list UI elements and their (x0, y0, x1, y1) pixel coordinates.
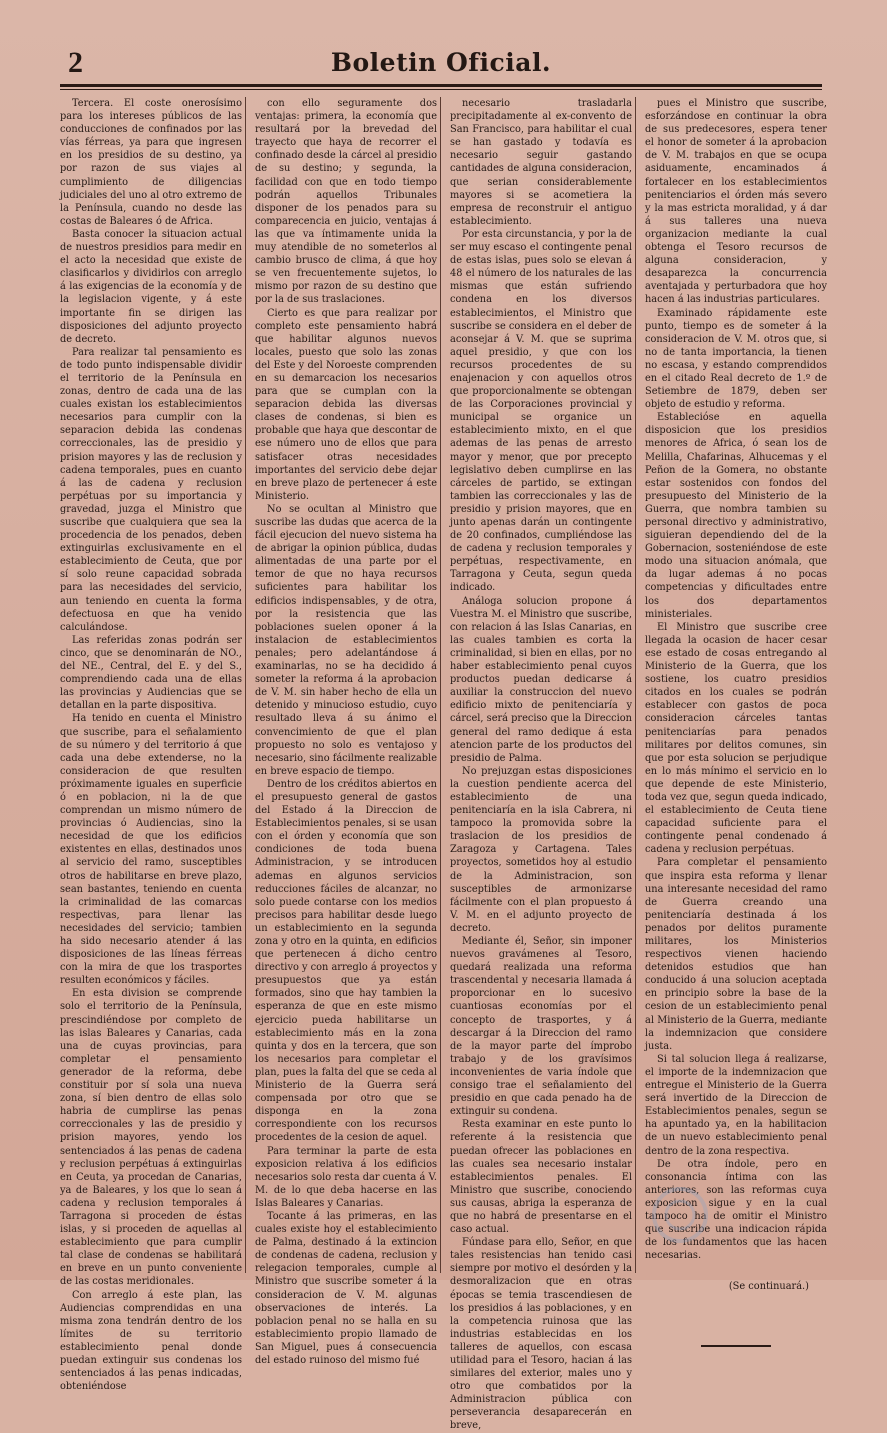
paragraph: No se ocultan al Ministro que suscribe las dudas que acerca de la fácil ejecucion del nuevo sistema ha de abrigar la opinion pública, dudas alimentadas de una parte por el temor de que no haya recursos suficientes para habilitar los edificios indispensables, y de otra, por la resistencia que las poblaciones suelen oponer á la instalacion de establecimientos penales; pero adelantándose á examinarlas, no se ha decidido á someter la reforma á la aprobacion de V. M. sin haber hecho de ella un detenido y minucioso estudio, cuyo resultado lleva á su ánimo el convencimiento de que el plan propuesto no solo es ventajoso y necesario, sino fácilmente realizable en breve espacio de tiempo. (255, 503, 437, 777)
paragraph: Dentro de los créditos abiertos en el presupuesto general de gastos del Estado á la Direccion de Establecimientos penales, si se usan con el órden y economía que son condiciones de toda buena Administracion, y se introducen ademas en algunos servicios reducciones fáciles de alcanzar, no solo puede contarse con los medios precisos para habilitar desde luego un establecimiento en la segunda zona y otro en la quinta, en edificios que pertenecen á dicho centro directivo y con arreglo á proyectos y presupuestos que ya están formados, sino que hay tambien la esperanza de que en este mismo ejercicio pueda habilitarse un establecimiento más en la zona quinta y dos en la tercera, que son los necesarios para completar el plan, pues la falta del que se ceda al Ministerio de la Guerra será compensada por otro que se disponga en la zona correspondiente con los recursos procedentes de la cesion de aquel. (255, 778, 438, 1144)
continuation-note: (Se continuará.) (728, 1281, 809, 1293)
page-number: 2 (68, 46, 83, 79)
paragraph: Para completar el pensamiento que inspira esta reforma y llenar una interesante necesidad del ramo de Guerra creando una penitenciaría destinada á los penados por delitos puramente militares, los Ministerios respectivos vienen haciendo detenidos estudios que han conducido á una solucion aceptada en principio sobre la base de la cesion de un establecimiento penal al Ministerio de la Guerra, mediante la indemnizacion que considere justa. (645, 857, 827, 1052)
paragraph: Examinado rápidamente este punto, tiempo es de someter á la consideracion de V. M. otros que, si no de tanta importancia, la tienen no escasa, y estando comprendidos en el citado Real decreto de 1.º de Setiembre de 1879, deben ser objeto de estudio y reforma. (645, 307, 827, 411)
paragraph: Tercera. El coste onerosísimo para los intereses públicos de las conducciones de confinados por las vías férreas, ya para que ingresen en los presidios de su destino, ya por razon de sus viajes al cumplimiento de diligencias judiciales del uno al otro extremo de la Península, cuando no desde las costas de Baleares ó de Africa. (60, 98, 242, 227)
column-4 (645, 97, 830, 1293)
publication-title: Boletin Oficial. (330, 48, 552, 77)
paragraph: Las referidas zonas podrán ser cinco, que se denominarán de NO., del NE., Central, del E. y del S., comprendiendo cada una de ellas las provincias y Audiencias que se detallan en la parte dispositiva. (60, 634, 242, 712)
column-3 (450, 97, 636, 1432)
paragraph: Cierto es que para realizar por completo este pensamiento habrá que habilitar algunos nuevos locales, puesto que solo las zonas del Este y del Noroeste comprenden en su demarcacion los necesarios para que se cumplan con la separacion debida las diversas clases de condenas, si bien es probable que haya que descontar de ese número uno de ellos que para satisfacer otras necesidades importantes del servicio debe dejar en breve plazo de pertenecer á este Ministerio. (255, 307, 437, 502)
paragraph: necesario trasladarla precipitadamente al ex-convento de San Francisco, para habilitar el cual se han gastado y todavía es necesario seguir gastando cantidades de alguna consideracion, que serian considerablemente mayores si se acometiera la empresa de reconstruir el antiguo establecimiento. (450, 98, 632, 227)
paragraph: No prejuzgan estas disposiciones la cuestion pendiente acerca del establecimiento de una penitenciaría en la isla Cabrera, ni tampoco la promovida sobre la traslacion de los presidios de Zaragoza y Cartagena. Tales proyectos, sometidos hoy al estudio de la Administracion, son susceptibles de armonizarse fácilmente con el plan propuesto á V. M. en el adjunto proyecto de decreto. (450, 765, 632, 934)
column-2 (255, 97, 441, 1366)
paragraph: Resta examinar en este punto lo referente á la resistencia que puedan ofrecer las poblaciones en las cuales sea necesario instalar establecimientos penales. El Ministro que suscribe, conociendo sus causas, abriga la esperanza de que no habrá de presentarse en el caso actual. (450, 1119, 632, 1236)
paragraph: Con arreglo á este plan, las Audiencias comprendidas en una misma zona tendrán dentro de los límites de su territorio establecimiento penal donde puedan extinguir sus condenas los sentenciados á las penas indicadas, obteniéndose (60, 1289, 242, 1393)
paragraph: En esta division se comprende solo el territorio de la Península, prescindiéndose por completo de las islas Baleares y Canarias, cada una de cuyas provincias, para completar el pensamiento generador de la reforma, debe constituir por sí sola una nueva zona, sí bien dentro de ellas solo habria de cumplirse las penas correccionales y las de presidio y prision mayores, yendo los sentenciados á las penas de cadena y reclusion perpétuas á extinguirlas en Ceuta, ya procedan de Canarias, ya de Baleares, y los que lo sean á cadena y reclusion temporales á Tarragona si proceden de éstas islas, y si proceden de aquellas al establecimiento que para cumplir tal clase de condenas se habilitará en breve en un punto conveniente de las costas meridionales. (60, 988, 242, 1288)
paragraph: Tocante á las primeras, en las cuales existe hoy el establecimiento de Palma, destinado á la extincion de condenas de cadena, reclusion y relegacion temporales, cumple al Ministro que suscribe someter á la consideracion de V. M. algunas observaciones de interés. La poblacion penal no se halla en su establecimiento propio llamado de San Miguel, pues á consecuencia del estado ruinoso del mismo fué (255, 1210, 437, 1366)
paragraph: Mediante él, Señor, sin imponer nuevos gravámenes al Tesoro, quedará realizada una reforma trascendental y necesaria llamada á proporcionar en lo sucesivo cuantiosas economías por el concepto de trasportes, y á descargar á la Direccion del ramo de la mayor parte del ímprobo trabajo y de los gravísimos inconvenientes de varia índole que consigo trae el señalamiento del presidio en que cada penado ha de extinguir su condena. (450, 936, 632, 1118)
archive-watermark-logo (640, 1180, 860, 1250)
paragraph: Ha tenido en cuenta el Ministro que suscribe, para el señalamiento de su número y del territorio á que cada una debe extenderse, no la consideracion de que resulten próximamente iguales en superficie ó en poblacion, ni la de que comprendan un mismo número de provincias ó Audiencias, sino la necesidad de que los edificios existentes en ellas, destinados unos al servicio del ramo, susceptibles otros de habilitarse en breve plazo, sean bastantes, teniendo en cuenta la criminalidad de las comarcas respectivas, para llenar las necesidades del servicio; tambien ha sido necesario atender á las disposiciones de las líneas férreas con la mira de que los trasportes resulten económicos y fáciles. (60, 713, 242, 987)
paragraph: El Ministro que suscribe cree llegada la ocasion de hacer cesar ese estado de cosas entregando al Ministerio de la Guerra, que los sostiene, los cuatro presidios citados en los cuales se podrán establecer con gastos de poca consideracion cárceles tantas penitenciarías para penados militares por delitos comunes, sin que por esta solucion se perjudique en lo más mínimo el servicio en lo que depende de este Ministerio, toda vez que, segun queda indicado, el establecimiento de Ceuta tiene capacidad suficiente para el contingente penal condenado á cadena y reclusion perpétuas. (645, 621, 827, 856)
column-1 (60, 97, 246, 1393)
page-header (60, 42, 822, 88)
paragraph: Si tal solucion llega á realizarse, el importe de la indemnizacion que entregue el Ministerio de la Guerra será invertido de la Direccion de Establecimientos penales, segun se ha apuntado ya, en la habilitacion de un nuevo establecimiento penal dentro de la zona respectiva. (645, 1053, 827, 1157)
paragraph: Basta conocer la situacion actual de nuestros presidios para medir en el acto la necesidad que existe de clasificarlos y dividirlos con arreglo á las exigencias de la economía y de la legislacion vigente, y á este importante fin se dirigen las disposiciones del adjunto proyecto de decreto. (60, 228, 242, 345)
header-rule-thick (60, 84, 822, 87)
paragraph: Para terminar la parte de esta exposicion relativa á los edificios necesarios solo resta dar cuenta á V. M. de lo que deba hacerse en las Islas Baleares y Canarias. (255, 1145, 437, 1209)
paragraph: Por esta circunstancia, y por la de ser muy escaso el contingente penal de estas islas, pues solo se elevan á 48 el número de los naturales de las mismas que están sufriendo condena en los diversos establecimientos, el Ministro que suscribe se considera en el deber de aconsejar á V. M. que se suprima aquel presidio, y que con los recursos procedentes de su enajenacion y con aquellos otros que proporcionalmente se obtengan de las Corporaciones provincial y municipal se organice un establecimiento mixto, en el que ademas de las penas de arresto mayor y menor, que por precepto legislativo deben cumplirse en las cárceles de partido, se extingan tambien las correccionales y las de presidio y prision mayores, que en junto apenas darán un contingente de 20 confinados, cumpliéndose las de cadena y reclusion temporales y perpétuas, respectivamente, en Tarragona y Ceuta, segun queda indicado. (450, 228, 632, 594)
paragraph: Análoga solucion propone á Vuestra M. el Ministro que suscribe, con relacion á las Islas Canarias, en las cuales tambien es corta la criminalidad, si bien en ellas, por no haber establecimiento penal cuyos productos puedan dedicarse á auxiliar la construccion del nuevo edificio mixto de penitenciaría y cárcel, será preciso que la Direccion general del ramo dedique á esta atencion parte de los productos del presidio de Palma. (450, 595, 632, 764)
paragraph: pues el Ministro que suscribe, esforzándose en continuar la obra de sus predecesores, espera tener el honor de someter á la aprobacion de V. M. trabajos en que se ocupa asiduamente, encaminados á fortalecer en los establecimientos penitenciarios el órden más severo y la mas estricta moralidad, y á dar á sus talleres una nueva organizacion mediante la cual obtenga el Tesoro recursos de alguna consideracion, y desaparezca la concurrencia aventajada y perturbadora que hoy hacen á las industrias particulares. (645, 98, 827, 306)
paragraph: Para realizar tal pensamiento es de todo punto indispensable dividir el territorio de la Península en zonas, dentro de cada una de las cuales existan los establecimientos necesarios para cumplir con la separacion debida las condenas correccionales, las de presidio y prision mayores y las de reclusion y cadena temporales, pues en cuanto á las de cadena y reclusion perpétuas por su importancia y gravedad, juzga el Ministro que suscribe que cualquiera que sea la procedencia de los penados, deben extinguirlas exclusivamente en el establecimiento de Ceuta, que por sí solo reune capacidad sobrada para las necesidades del servicio, aun teniendo en cuenta la forma defectuosa en que ha venido calculándose. (60, 346, 242, 633)
closing-rule (701, 1345, 771, 1347)
paragraph: Fúndase para ello, Señor, en que tales resistencias han tenido casi siempre por motivo el desórden y la desmoralizacion que en otras épocas se temia trascendiesen de los presidios á las poblaciones, y en la competencia ruinosa que las industrias establecidas en los talleres de aquellos, con escasa utilidad para el Tesoro, hacian á las similares del exterior, males uno y otro que combatidos por la Administracion pública con perseverancia desaparecerán en breve, (450, 1237, 632, 1432)
paragraph: con ello seguramente dos ventajas: primera, la economía que resultará por la brevedad del trayecto que haya de recorrer el confinado desde la cárcel al presidio de su destino; y segunda, la facilidad con que en todo tiempo podrán aquellos Tribunales disponer de los penados para su comparecencia en juicio, ventajas á las que va íntimamente unida la muy atendible de no someterlos al cambio brusco de clima, á que hoy se ven frecuentemente sujetos, lo mismo por razon de su destino que por la de sus traslaciones. (255, 98, 437, 306)
paragraph: De otra índole, pero en consonancia íntima con las anteriores, son las reformas cuya exposicion sigue y en la cual tampoco ha de omitir el Ministro que suscribe una indicacion rápida de los fundamentos que las hacen necesarias. (645, 1158, 827, 1262)
text-columns (60, 97, 830, 1432)
header-rule-thin (60, 89, 822, 90)
paragraph: Establecióse en aquella disposicion que los presidios menores de Africa, ó sean los de Melilla, Chafarinas, Alhucemas y el Peñon de la Gomera, no obstante estar sostenidos con fondos del presupuesto del Ministerio de la Guerra, que nombra tambien su personal directivo y administrativo, siguieran dependiendo del de la Gobernacion, sosteniéndose de este modo una situacion anómala, que da lugar ademas á no pocas competencias y dificultades entre los dos departamentos ministeriales. (645, 412, 827, 620)
